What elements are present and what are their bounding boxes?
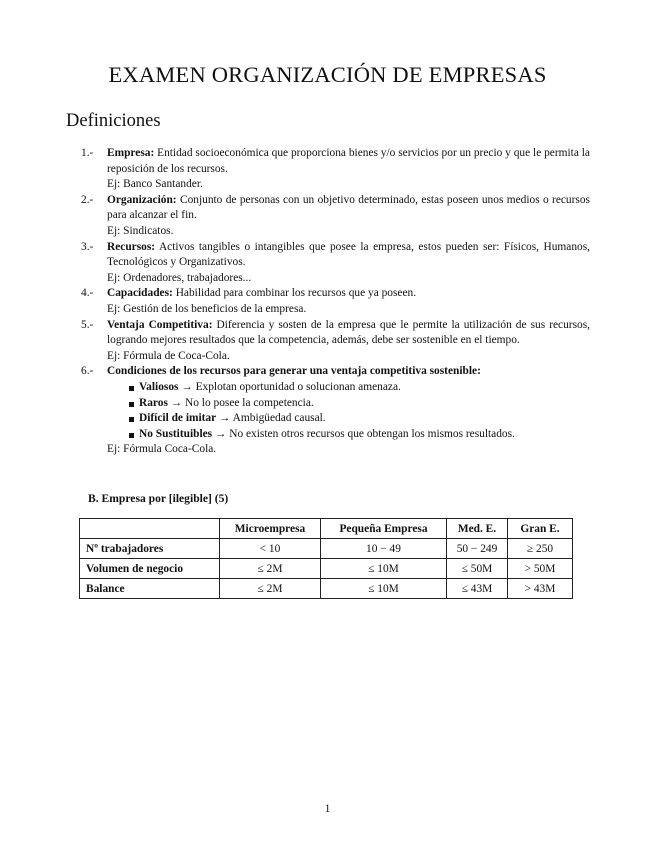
item-number: 5.- <box>81 318 94 331</box>
arrow-icon: → <box>170 396 183 409</box>
item-text: Entidad socioeconómica que proporciona bienes y/o servicios por un precio y que le permita la reposición de los recursos. <box>107 147 590 175</box>
table-cell: < 10 <box>220 539 321 559</box>
definitions-list <box>80 146 590 458</box>
table-cell: 10 − 49 <box>321 539 447 559</box>
page-number: 1 <box>324 802 331 815</box>
arrow-icon: → <box>214 427 227 440</box>
item-number: 6.- <box>81 365 94 378</box>
row-label: Balance <box>80 579 220 599</box>
header-cell: Pequeña Empresa <box>321 519 447 539</box>
list-item <box>129 396 590 412</box>
table-header-row <box>80 519 573 539</box>
bullet-icon <box>129 402 134 407</box>
item-example: Ej: Ordenadores, trabajadores... <box>107 271 252 284</box>
bullet-icon <box>129 433 134 438</box>
bullet-icon <box>129 386 134 391</box>
table-row <box>80 559 573 579</box>
definition-item <box>80 318 590 365</box>
condition-text: No lo posee la competencia. <box>185 396 314 409</box>
item-number: 4.- <box>81 287 94 300</box>
table-cell: 50 − 249 <box>447 539 508 559</box>
item-term: Recursos: <box>107 240 156 253</box>
table-cell: ≤ 2M <box>220 579 321 599</box>
item-example: Ej: Gestión de los beneficios de la empresa. <box>107 302 307 315</box>
table-cell: ≤ 43M <box>447 579 508 599</box>
item-number: 2.- <box>81 193 94 206</box>
definition-item <box>80 364 590 458</box>
item-term: Ventaja Competitiva: <box>107 318 213 331</box>
item-example: Ej: Fórmula Coca-Cola. <box>107 443 217 456</box>
arrow-icon: → <box>219 412 231 425</box>
list-item <box>129 411 590 427</box>
company-size-table <box>79 518 573 599</box>
conditions-list <box>107 380 590 442</box>
table-cell: ≤ 10M <box>321 579 447 599</box>
table-row <box>80 579 573 599</box>
item-number: 3.- <box>81 240 94 253</box>
definition-item <box>80 286 590 317</box>
item-text: Conjunto de personas con un objetivo determinado, estas poseen unos medios o recursos para alcanzar el fin. <box>107 193 590 222</box>
row-label: Volumen de negocio <box>80 559 220 579</box>
bullet-icon <box>129 417 134 422</box>
item-term: Empresa: <box>107 147 155 159</box>
condition-text: Ambigüedad causal. <box>232 412 326 425</box>
table-cell: ≥ 250 <box>508 539 573 559</box>
item-number: 1.- <box>81 147 94 159</box>
item-example: Ej: Banco Santander. <box>107 178 203 191</box>
condition-term: Valiosos <box>139 380 179 393</box>
header-cell: Microempresa <box>220 519 321 539</box>
list-item <box>129 380 590 396</box>
table-row <box>80 539 573 559</box>
table-title: B. Empresa por [ilegible] (5) <box>88 492 229 505</box>
definition-item <box>80 193 590 240</box>
condition-term: Raros <box>139 396 168 409</box>
condition-term: Difícil de imitar <box>139 412 217 425</box>
table-cell: > 50M <box>508 559 573 579</box>
condition-term: No Sustituibles <box>139 427 213 440</box>
item-example: Ej: Fórmula de Coca-Cola. <box>107 349 230 362</box>
condition-text: No existen otros recursos que obtengan los mismos resultados. <box>229 427 515 440</box>
row-label: Nº trabajadores <box>80 539 220 559</box>
item-term: Condiciones de los recursos para generar una ventaja competitiva sostenible: <box>107 365 481 378</box>
arrow-icon: → <box>181 380 193 393</box>
item-term: Capacidades: <box>107 287 173 300</box>
document-title: EXAMEN ORGANIZACIÓN DE EMPRESAS <box>108 62 547 87</box>
item-text: Habilidad para combinar los recursos que ya poseen. <box>175 287 417 300</box>
header-cell <box>80 519 220 539</box>
definition-item <box>80 146 590 193</box>
table-cell: > 43M <box>508 579 573 599</box>
list-item <box>129 427 590 443</box>
item-example: Ej: Sindicatos. <box>107 224 174 237</box>
header-cell: Gran E. <box>508 519 573 539</box>
table-cell: ≤ 2M <box>220 559 321 579</box>
table-cell: ≤ 10M <box>321 559 447 579</box>
item-text: Diferencia y sosten de la empresa que le permite la utilización de sus recursos, logrando mejores resultados que la competencia, además, debe ser sostenible en el tiempo. <box>107 318 590 347</box>
section-heading: Definiciones <box>66 111 161 131</box>
condition-text: Explotan oportunidad o solucionan amenaza. <box>195 380 401 393</box>
header-cell: Med. E. <box>447 519 508 539</box>
item-term: Organización: <box>107 193 177 206</box>
definition-item <box>80 240 590 287</box>
item-text: Activos tangibles o intangibles que posee la empresa, estos pueden ser: Físicos, Humanos, Tecnológicos y Organizativos. <box>107 240 590 269</box>
table-cell: ≤ 50M <box>447 559 508 579</box>
